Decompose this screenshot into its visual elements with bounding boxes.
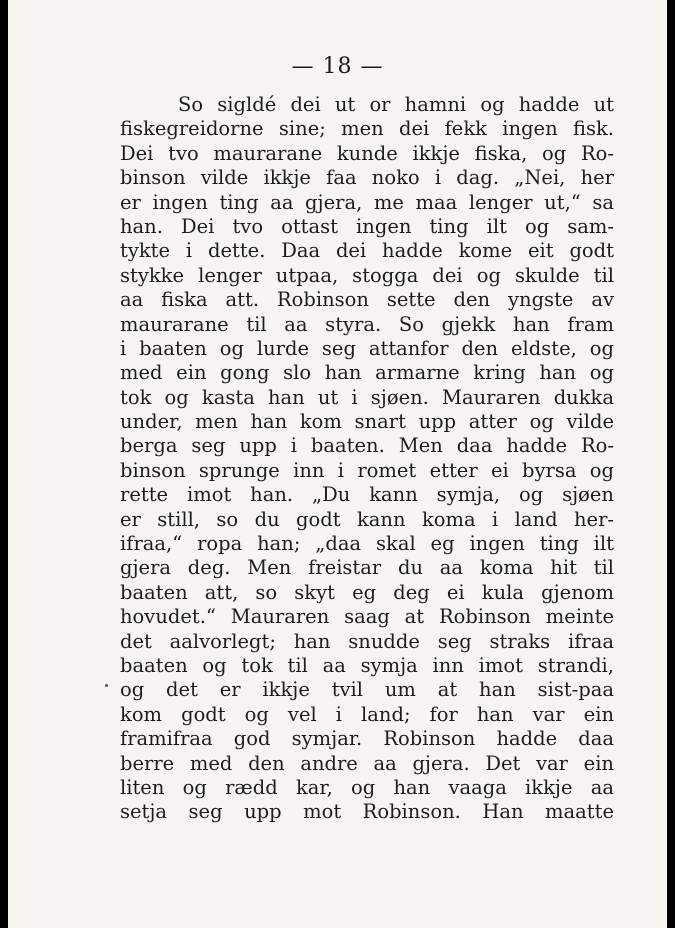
page-number: — 18 — xyxy=(291,54,384,79)
text-line: baaten att, so skyt eg deg ei kula gjenom xyxy=(120,580,614,604)
body-text xyxy=(120,93,614,825)
text-line: liten og rædd kar, og han vaaga ikkje aa xyxy=(120,775,614,799)
print-speck xyxy=(105,684,108,687)
text-line: binson vilde ikkje faa noko i dag. „Nei, her xyxy=(120,166,614,190)
text-line: tykte i dette. Daa dei hadde kome eit godt xyxy=(120,239,614,263)
text-line: tok og kasta han ut i sjøen. Mauraren dukka xyxy=(120,385,614,409)
text-line: med ein gong slo han armarne kring han og xyxy=(120,361,614,385)
text-line: rette imot han. „Du kann symja, og sjøen xyxy=(120,483,614,507)
text-line: fiskegreidorne sine; men dei fekk ingen fisk. xyxy=(120,117,614,141)
text-line: So sigldé dei ut or hamni og hadde ut xyxy=(178,93,614,116)
text-line: aa fiska att. Robinson sette den yngste av xyxy=(120,288,614,312)
text-line: det aalvorlegt; han snudde seg straks ifraa xyxy=(120,629,614,653)
text-line: framifraa god symjar. Robinson hadde daa xyxy=(120,727,614,751)
text-line: binson sprunge inn i romet etter ei byrsa og xyxy=(120,458,614,482)
text-line: baaten og tok til aa symja inn imot strandi, xyxy=(120,653,614,677)
text-line: berre med den andre aa gjera. Det var ein xyxy=(120,751,614,775)
book-page xyxy=(8,0,667,928)
text-line: og det er ikkje tvil um at han sist-paa xyxy=(120,678,614,702)
text-line: Dei tvo maurarane kunde ikkje fiska, og Ro- xyxy=(120,141,614,165)
text-line: setja seg upp mot Robinson. Han maatte xyxy=(120,800,614,824)
text-line: hovudet.“ Mauraren saag at Robinson meinte xyxy=(120,605,614,629)
text-line: gjera deg. Men freistar du aa koma hit til xyxy=(120,556,614,580)
text-line: er still, so du godt kann koma i land her- xyxy=(120,507,614,531)
text-line: under, men han kom snart upp atter og vilde xyxy=(120,410,614,434)
text-line: kom godt og vel i land; for han var ein xyxy=(120,702,614,726)
text-line: maurarane til aa styra. So gjekk han fram xyxy=(120,312,614,336)
text-line: berga seg upp i baaten. Men daa hadde Ro- xyxy=(120,434,614,458)
text-line: han. Dei tvo ottast ingen ting ilt og sam- xyxy=(120,214,614,238)
text-line: ifraa,“ ropa han; „daa skal eg ingen ting ilt xyxy=(120,532,614,556)
text-line: stykke lenger utpaa, stogga dei og skulde til xyxy=(120,263,614,287)
text-line: i baaten og lurde seg attanfor den eldste, og xyxy=(120,336,614,360)
text-line: er ingen ting aa gjera, me maa lenger ut,“ sa xyxy=(120,190,614,214)
